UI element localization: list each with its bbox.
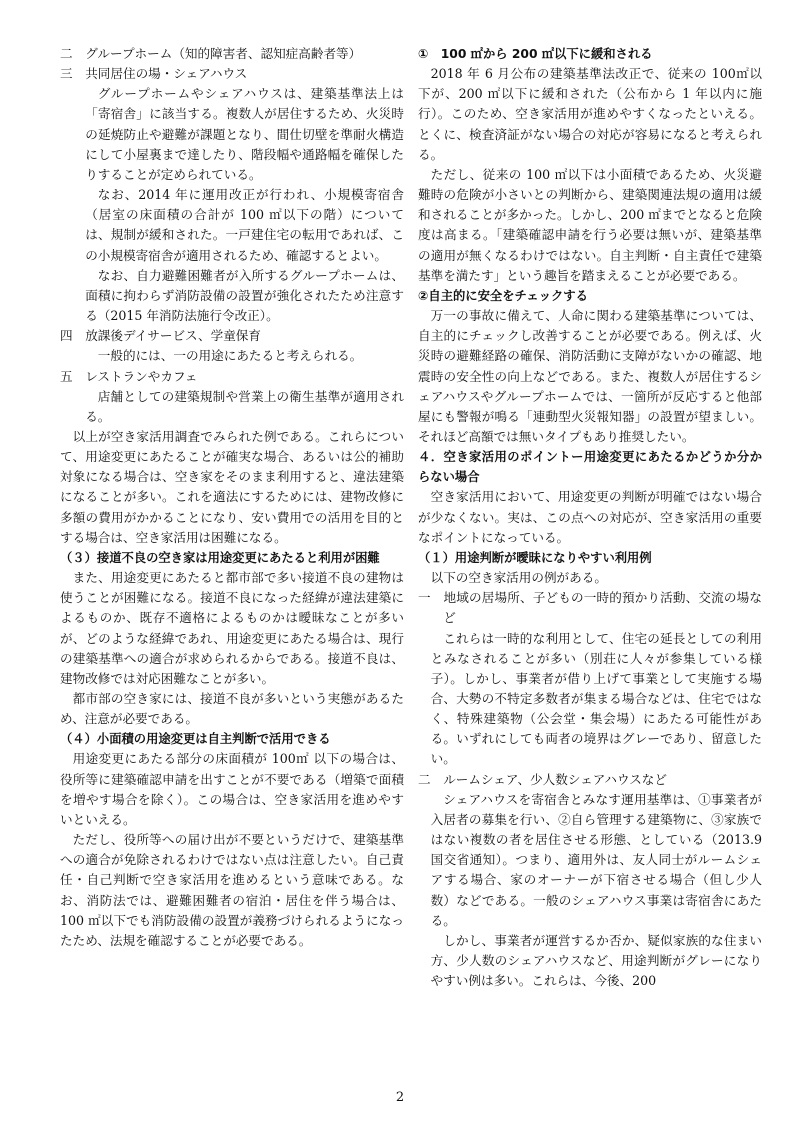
paragraph: 店舗としての建築規制や営業上の衛生基準が適用される。 [85,388,404,424]
paragraph: 空き家活用において、用途変更の判断が明確ではない場合が少なくない。実は、この点への対応が、空き家活用の重要なポイントになっている。 [418,489,762,545]
paragraph: 二 ルームシェア、少人数シェアハウスなど [418,771,667,787]
paragraph: グループホームやシェアハウスは、建築基準法上は「寄宿舎」に該当する。複数人が居住するため、火災時の延焼防止や避難が課題となり、間仕切壁を準耐火構造にして小屋裏まで達したり、階段幅や通路幅を確保したりすることが定められている。 [85,86,404,182]
paragraph: シェアハウスを寄宿舎とみなす運用基準は、①事業者が入居者の募集を行い、②自ら管理する建築物に、③家族ではない複数の者を居住させる形態、としている（2013.9 国交省通知）。つまり、適用外は、友人同士がルームシェアする場合、家のオーナーが下宿させる場合（但し少人数）などである。一般のシェアハウス事業は寄宿舎にあたる。 [430,791,762,928]
paragraph: 五 レストランやカフェ [60,368,198,384]
paragraph: なお、自力避難困難者が入所するグループホームは、面積に拘わらず消防設備の設置が強化されたため注意する（2015 年消防法施行令改正）。 [85,267,404,324]
paragraph: 2018 年 6 月公布の建築基準法改正で、従来の 100㎡以下が、200 ㎡以下に緩和された（公布から 1 年以内に施行）。このため、空き家活用が進めやすくなったといえる。とくに、検査済証がない場合の対応が容易になると考えられる。 [418,66,762,162]
paragraph: ただし、役所等への届け出が不要というだけで、建築基準への適合が免除されるわけではない点は注意したい。自己責任・自己判断で空き家活用を進めるという意味である。なお、消防法では、避難困難者の宿泊・居住を伴う場合は、100 ㎡以下でも消防設備の設置が義務づけられるようになったため、法規を確認することが必要である。 [60,832,404,948]
paragraph: 都市部の空き家には、接道不良が多いという実態があるため、注意が必要である。 [60,691,404,727]
section-heading: （１）用途判断が曖昧になりやすい利用例 [418,550,652,565]
paragraph: 一般的には、一の用途にあたると考えられる。 [97,348,363,364]
paragraph: 四 放課後デイサービス、学童保育 [60,328,261,344]
paragraph: 一 地域の居場所、子どもの一時的預かり活動、交流の場など [418,590,762,626]
paragraph: これらは一時的な利用として、住宅の延長としての利用とみなされることが多い（別荘に人々が参集している様子）。しかし、事業者が借り上げて事業として実施する場合、大勢の不特定多数者が集まる場合などは、住宅ではなく、特殊建築物（公会堂・集会場）にあたる可能性がある。いずれにしても両者の境界はグレーであり、留意したい。 [430,630,762,767]
left-column [60,44,404,951]
section-heading: （３）接道不良の空き家は用途変更にあたると利用が困難 [60,550,380,565]
page-number: 2 [395,1090,405,1105]
section-heading: ① 100 ㎡から 200 ㎡以下に緩和される [418,47,653,61]
paragraph: なお、2014 年に運用改正が行われ、小規模寄宿舎（居室の床面積の合計が 100 ㎡以下の階）については、規制が緩和された。一戸建住宅の転用であれば、この小規模寄宿舎が適用されるため、確認するとよい。 [85,187,404,263]
section-heading: （４）小面積の用途変更は自主判断で活用できる [60,732,331,747]
section-heading: ４．空き家活用のポイントー用途変更にあたるかどうか分からない場合 [418,450,762,485]
paragraph: ただし、従来の 100 ㎡以下は小面積であるため、火災避難時の危険が小さいとの判断から、建築関連法規の適用は緩和されることが多かった。しかし、200 ㎡までとなると危険度は高まる。「建築確認申請を行う必要は無いが、建築基準の適用が無くなるわけではない。自主判断・自主責任で建築基準を満たす」という趣旨を踏まえることが必要である。 [418,166,762,283]
paragraph: また、用途変更にあたると都市部で多い接道不良の建物は使うことが困難になる。接道不良になった経緯が違法建築によるものか、既存不適格によるものかは曖昧なことが多いが、どのような経緯であれ、用途変更にあたる場合は、現行の建築基準への適合が求められるからである。接道不良は、建物改修では対応困難なことが多い。 [60,570,405,686]
section-heading: ②自主的に安全をチェックする [418,288,588,303]
paragraph: 三 共同居住の場・シェアハウス [60,66,248,82]
right-column [418,44,762,991]
paragraph: 用途変更にあたる部分の床面積が 100㎡ 以下の場合は、役所等に建築確認申請を出すことが不要である（増築で面積を増やす場合を除く）。この場合は、空き家活用を進めやすいといえる。 [60,751,404,827]
paragraph: 万一の事故に備えて、人命に関わる建築基準については、自主的にチェックし改善することが必要である。例えば、火災時の避難経路の確保、消防活動に支障がないかの確認、地震時の安全性の向上などである。また、複数人が居住するシェアハウスやグループホームでは、一箇所が反応すると他部屋にも警報が鳴る「連動型火災報知器」の設置が望ましい。それほど高額では無いタイプもあり推奨したい。 [418,308,763,444]
paragraph: 以下の空き家活用の例がある。 [430,570,607,586]
paragraph: しかし、事業者が運営するか否か、疑似家族的な住まい方、少人数のシェアハウスなど、用途判断がグレーになりやすい例は多い。これらは、今後、200 [430,932,762,989]
paragraph: 二 グループホーム（知的障害者、認知症高齢者等） [60,46,362,61]
paragraph: 以上が空き家活用調査でみられた例である。これらについて、用途変更にあたることが確実な場合、あるいは公的補助対象になる場合は、空き家をそのまま利用すると、違法建築になることが多い。これを適法にするためには、建物改修に多額の費用がかかることになり、安い費用での活用を目的とする場合は、空き家活用は困難になる。 [60,428,404,545]
